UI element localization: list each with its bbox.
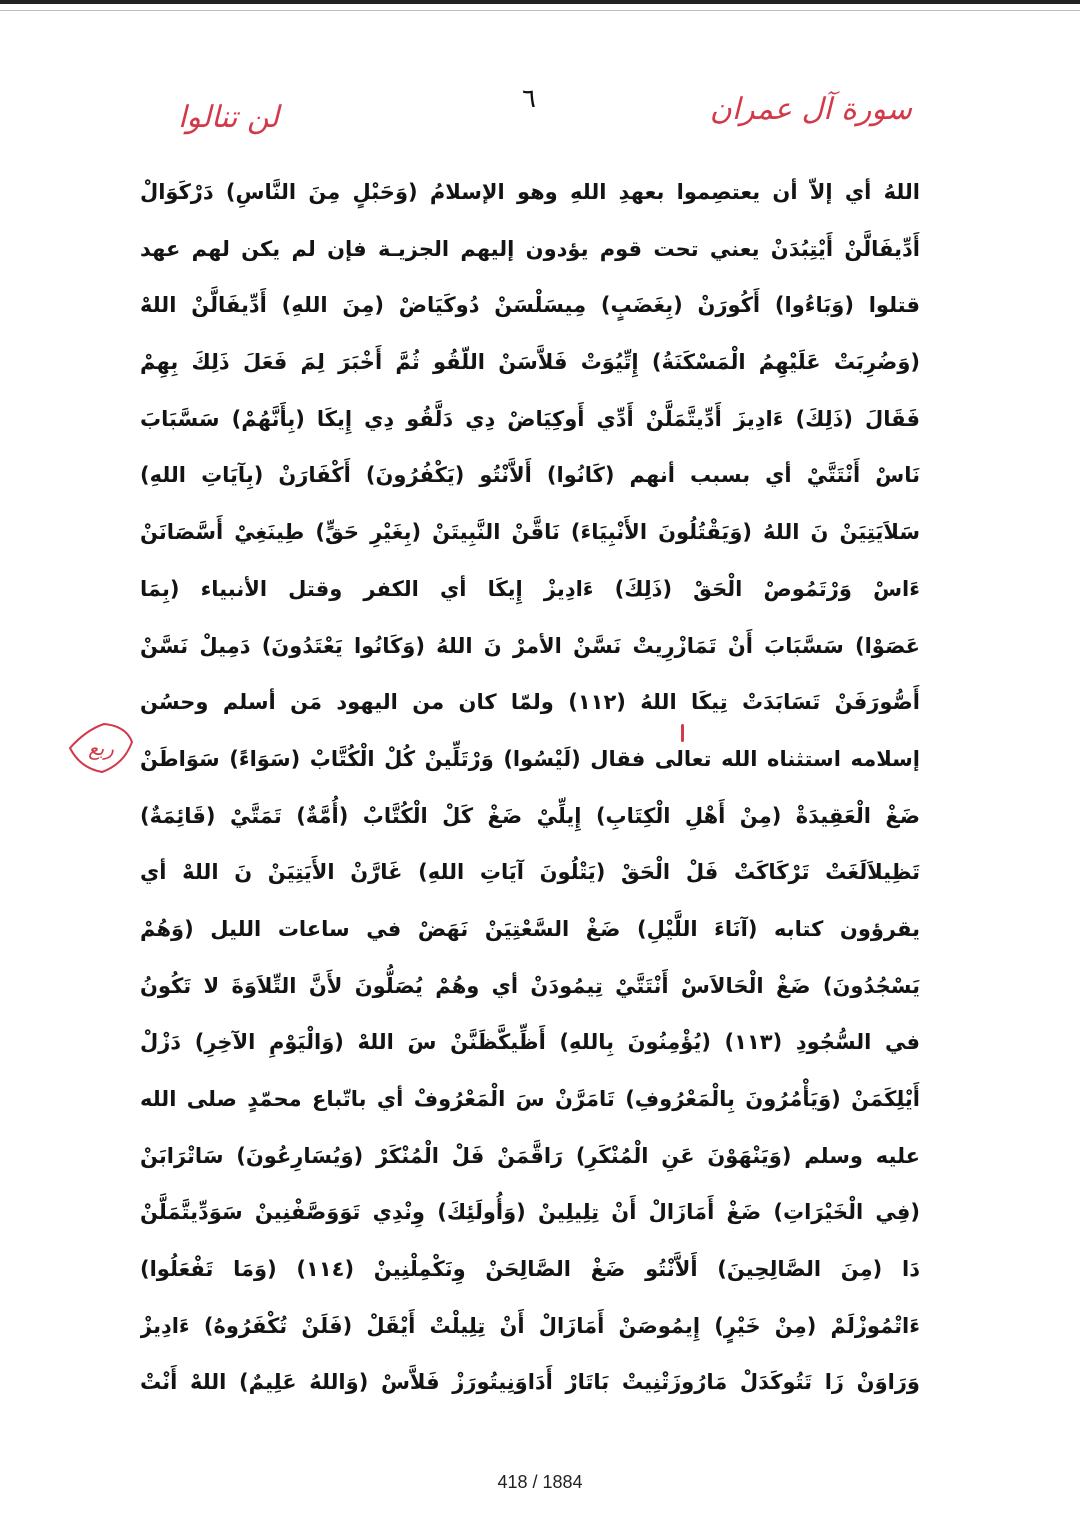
- text-line: أَصُّورَفَنْ تَسَابَدَتْ تِيكَا اللهُ (١١٢) ولمّا كان من اليهود مَن أسلم وحسُن: [140, 690, 920, 715]
- text-line: نَاسْ أَنْتَتَّيْ أي بسبب أنهم (كَانُوا) أَلاَّنْتُو (يَكْفُرُونَ) أَكْفَارَنْ (بِآيَاتِ اللهِ): [140, 463, 920, 488]
- text-line: أَدِّيفَالَّنْ أَيْتِبُدَنْ يعني تحت قوم يؤدون إليهم الجزيـة فإن لم يكن لهم عهد: [140, 236, 920, 261]
- text-line: سَلاَيَتِيَنْ نَ اللهُ (وَيَقْتُلُونَ الأَنْبِيَاءَ) نَاقَّنْ النَّبِيتَنْ (بِغَيْرِ حَقٍّ) طِينَغِيْ أَسَّصَانَنْ: [140, 520, 920, 545]
- red-pen-mark: [681, 724, 684, 742]
- body-text: [140, 164, 920, 1411]
- text-line: تَظِيلاَلَغَتْ تَرْكَاكَتْ فَلْ الْحَقْ (يَتْلُونَ آيَاتِ اللهِ) غَارَّنْ الأَيَتِيَنْ نَ اللهْ أي: [140, 860, 920, 885]
- text-line: أَيْلِكَمَنْ (وَيَأْمُرُونَ بِالْمَعْرُوفِ) تَامَرَّنْ سَ الْمَعْرُوفْ أي باتّباع محمّدٍ صلى الله: [140, 1087, 920, 1111]
- page-counter: 418 / 1884: [497, 1472, 583, 1492]
- margin-note: لن تنالوا: [178, 100, 280, 135]
- text-line: عَصَوْا) سَسَّبَابَ أَنْ تَمَازْرِيتْ نَسَّنْ الأمرْ نَ اللهُ (وَكَانُوا يَعْتَدُونَ) دَمِيلْ نَسَّنْ: [140, 633, 920, 658]
- surah-title: سورة آل عمران: [709, 92, 912, 127]
- text-line: (وَضُرِبَتْ عَلَيْهِمُ الْمَسْكَنَةُ) إِتِّيُوَتْ فَلاَّسَنْ اللّقُو ثُمَّ أَخْبَرَ لِمَ فَعَلَ ذَلِكَ بِهِمْ: [140, 350, 920, 375]
- top-border-thin: [0, 10, 1080, 11]
- text-line: ضَغْ الْعَقِيدَةْ (مِنْ أَهْلِ الْكِتَابِ) إِيلِّيْ ضَغْ كَلْ الْكُتَّابْ (أُمَّةٌ) تَمَتَّيْ (قَائِمَةٌ): [140, 803, 920, 828]
- text-line: ءَاسْ وَرْتَمُوصْ الْحَقْ (ذَلِكَ) ءَادِيزْ إِيكَا أي الكفر وقتل الأنبياء (بِمَا: [140, 576, 920, 601]
- text-line: عليه وسلم (وَيَنْهَوْنَ عَنِ الْمُنْكَرِ) رَاقَّمَنْ فَلْ الْمُنْكَرْ (وَيُسَارِعُونَ) سَاتْرَابَنْ: [140, 1143, 920, 1168]
- text-line: يقرؤون كتابه (آنَاءَ اللَّيْلِ) ضَغْ السَّعْتِيَنْ نَهَضْ في ساعات الليل (وَهُمْ: [140, 916, 920, 941]
- text-line: (فِي الْخَيْرَاتِ) ضَغْ أَمَازَالْ أَنْ تِلِيلِينْ (وَأُولَئِكَ) وِنْدِي تَوَوَصَّفْنِينْ سَوَدِّيتَّمَلَّنْ: [140, 1200, 920, 1225]
- text-line: دَا (مِنَ الصَّالِحِينَ) أَلاَّنْتُو ضَغْ الصَّالِحَنْ وِنَكْمِلْنِينْ (١١٤) (وَمَا تَفْعَلُوا): [140, 1257, 920, 1282]
- rub-marker-label: ربع: [88, 736, 114, 760]
- rub-marker-badge: [66, 720, 136, 776]
- top-border: [0, 0, 1080, 4]
- page-number: ٦: [522, 84, 536, 114]
- text-line: ءَاتْمُوزْلَمْ (مِنْ خَيْرٍ) إِيمُوصَنْ أَمَازَالْ أَنْ تِلِيلْتْ أَيْقَلْ (فَلَنْ تُكْفَرُوهُ) ءَادِيزْ: [140, 1313, 920, 1338]
- text-line: اللهُ أي إلاّ أن يعتصِموا بعهدِ اللهِ وهو الإسلامُ (وَحَبْلٍ مِنَ النَّاسِ) دَرْكَوَالْ: [140, 180, 920, 204]
- text-line: يَسْجُدُونَ) ضَغْ الْحَالاَسْ أَنْتَتَّيْ تِيمُودَنْ أي وهُمْ يُصَلُّونَ لأَنَّ التِّلاَوَةَ لا تَكُونُ: [140, 973, 920, 998]
- text-line: فَقَالَ (ذَلِكَ) ءَادِيزَ أَدِّيتَّمَلَّنْ أَدِّي أَوكِيَاضْ دِي دَلَّقُو دِي إِيكَا (بِأَنَّهُمْ) سَسَّبَابَ: [140, 406, 920, 431]
- text-line: إسلامه استثناه الله تعالى فقال (لَيْسُوا) وَرْتَلِّينْ كُلْ الْكُتَّابْ (سَوَاءً) سَوَاطَنْ: [140, 746, 920, 771]
- text-line: قتلوا (وَبَاءُوا) أَكُورَنْ (بِغَضَبٍ) مِيسَلْسَنْ دُوكَيَاضْ (مِنَ اللهِ) أَدِّيفَالَّنْ اللهْ: [140, 293, 920, 318]
- text-line: في السُّجُودِ (١١٣) (يُؤْمِنُونَ بِاللهِ) أَظِّيكَّظَنَّنْ سَ اللهْ (وَالْيَوْمِ الآخِرِ) دَزْلْ: [140, 1030, 920, 1055]
- text-line: وَرَاوَنْ زَا تَتُوكَدَلْ مَارُوزَتْنِيتْ بَاتَارْ أَدَاوَنِيتُورَزْ فَلاَّسْ (وَاللهُ عَلِيمٌ) اللهْ أَنْتْ: [140, 1370, 920, 1395]
